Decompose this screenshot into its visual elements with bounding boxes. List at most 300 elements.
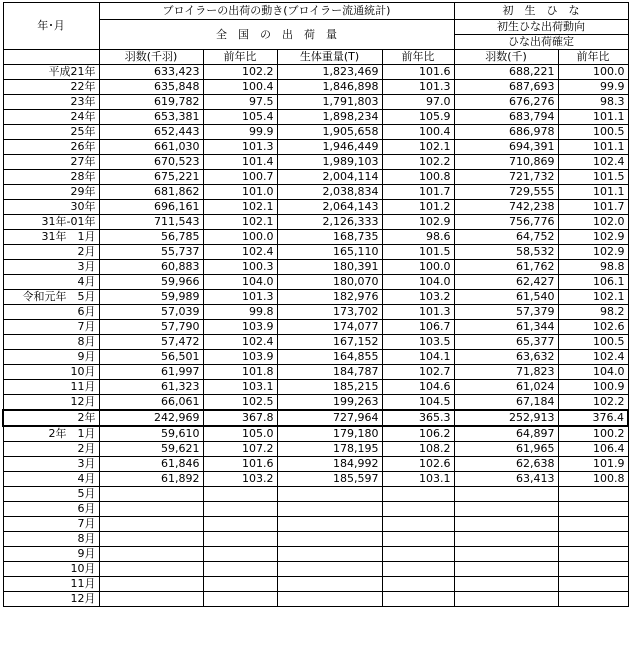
row-label: 4月 [3,472,99,487]
header-chick-sub2: ひな出荷確定 [454,35,628,50]
cell-birds: 59,966 [99,275,203,290]
table-row [3,290,628,305]
cell-birds [99,547,203,562]
header-col-birds: 羽数(千羽) [99,50,203,65]
cell-yoy3: 98.2 [558,305,628,320]
cell-weight [277,517,382,532]
cell-yoy2: 105.9 [382,110,454,125]
cell-yoy1: 101.6 [203,457,277,472]
cell-chicks: 756,776 [454,215,558,230]
row-label: 2月 [3,442,99,457]
cell-chicks: 742,238 [454,200,558,215]
cell-weight [277,502,382,517]
row-label: 9月 [3,350,99,365]
cell-yoy2: 104.6 [382,380,454,395]
cell-weight: 2,038,834 [277,185,382,200]
row-label: 2年 1月 [3,426,99,442]
cell-yoy1: 102.1 [203,200,277,215]
cell-chicks: 61,965 [454,442,558,457]
cell-birds [99,487,203,502]
cell-yoy3: 100.0 [558,65,628,80]
cell-yoy1: 101.3 [203,290,277,305]
cell-yoy2 [382,592,454,607]
cell-birds: 60,883 [99,260,203,275]
cell-birds: 635,848 [99,80,203,95]
cell-yoy1: 101.3 [203,140,277,155]
table-row [3,80,628,95]
cell-yoy1: 100.7 [203,170,277,185]
cell-yoy3 [558,502,628,517]
row-label: 31年 1月 [3,230,99,245]
cell-weight: 1,905,658 [277,125,382,140]
cell-weight: 199,263 [277,395,382,411]
cell-yoy2 [382,562,454,577]
cell-weight: 1,946,449 [277,140,382,155]
cell-chicks: 58,532 [454,245,558,260]
cell-weight: 184,992 [277,457,382,472]
cell-yoy2: 102.9 [382,215,454,230]
header-broiler-title: ブロイラーの出荷の動き(ブロイラー流通統計) [99,3,454,20]
cell-yoy3: 100.8 [558,472,628,487]
cell-yoy2: 102.6 [382,457,454,472]
cell-yoy1: 102.4 [203,335,277,350]
cell-weight: 185,215 [277,380,382,395]
cell-yoy2: 103.2 [382,290,454,305]
cell-weight: 173,702 [277,305,382,320]
cell-yoy1 [203,577,277,592]
cell-birds: 57,039 [99,305,203,320]
cell-chicks [454,562,558,577]
cell-birds: 56,785 [99,230,203,245]
cell-birds: 653,381 [99,110,203,125]
table-row [3,410,628,426]
cell-birds: 670,523 [99,155,203,170]
cell-yoy2: 365.3 [382,410,454,426]
cell-yoy1 [203,532,277,547]
cell-yoy2: 102.2 [382,155,454,170]
header-col-chicks: 羽数(千) [454,50,558,65]
cell-weight: 167,152 [277,335,382,350]
cell-yoy1: 103.1 [203,380,277,395]
cell-chicks: 63,632 [454,350,558,365]
row-label: 2月 [3,245,99,260]
cell-birds [99,577,203,592]
header-col-yoy1: 前年比 [203,50,277,65]
cell-chicks: 71,823 [454,365,558,380]
cell-weight: 2,004,114 [277,170,382,185]
table-row [3,395,628,411]
cell-yoy2: 97.0 [382,95,454,110]
cell-weight: 168,735 [277,230,382,245]
cell-birds: 56,501 [99,350,203,365]
cell-yoy2: 103.5 [382,335,454,350]
row-label: 23年 [3,95,99,110]
cell-birds: 59,989 [99,290,203,305]
cell-yoy3 [558,532,628,547]
cell-yoy2 [382,577,454,592]
cell-yoy3: 101.5 [558,170,628,185]
cell-birds: 61,997 [99,365,203,380]
row-label: 10月 [3,365,99,380]
cell-yoy3: 102.4 [558,155,628,170]
cell-yoy3: 106.1 [558,275,628,290]
cell-chicks [454,502,558,517]
table-row [3,457,628,472]
cell-weight: 165,110 [277,245,382,260]
cell-yoy2: 104.1 [382,350,454,365]
cell-yoy3 [558,547,628,562]
table-row [3,442,628,457]
cell-yoy2: 101.7 [382,185,454,200]
cell-yoy1: 101.8 [203,365,277,380]
cell-yoy3: 98.3 [558,95,628,110]
cell-yoy1: 105.4 [203,110,277,125]
table-row [3,547,628,562]
cell-birds: 242,969 [99,410,203,426]
cell-chicks [454,532,558,547]
row-label: 3月 [3,260,99,275]
cell-yoy3: 100.5 [558,125,628,140]
cell-yoy2: 101.2 [382,200,454,215]
table-row [3,125,628,140]
cell-chicks: 61,024 [454,380,558,395]
cell-weight: 180,070 [277,275,382,290]
cell-birds: 57,472 [99,335,203,350]
cell-chicks: 57,379 [454,305,558,320]
table-row [3,350,628,365]
table-row [3,305,628,320]
cell-yoy1: 100.0 [203,230,277,245]
cell-birds [99,592,203,607]
cell-weight [277,532,382,547]
table-row [3,95,628,110]
row-label: 3月 [3,457,99,472]
cell-yoy1: 102.2 [203,65,277,80]
row-label: 31年-01年 [3,215,99,230]
row-label: 29年 [3,185,99,200]
cell-yoy3: 102.9 [558,245,628,260]
table-row [3,380,628,395]
cell-weight [277,487,382,502]
table-body [3,65,628,607]
row-label: 10月 [3,562,99,577]
table-row [3,260,628,275]
cell-birds: 633,423 [99,65,203,80]
cell-weight: 184,787 [277,365,382,380]
cell-yoy1 [203,517,277,532]
cell-yoy1: 102.1 [203,215,277,230]
cell-yoy1 [203,592,277,607]
header-blank [3,50,99,65]
cell-yoy2: 106.7 [382,320,454,335]
cell-chicks: 683,794 [454,110,558,125]
cell-weight: 1,791,803 [277,95,382,110]
row-label: 25年 [3,125,99,140]
cell-birds: 619,782 [99,95,203,110]
cell-chicks: 62,427 [454,275,558,290]
cell-yoy1: 100.4 [203,80,277,95]
header-col-weight: 生体重量(T) [277,50,382,65]
cell-yoy3: 100.5 [558,335,628,350]
cell-yoy2: 102.7 [382,365,454,380]
cell-yoy1: 367.8 [203,410,277,426]
cell-yoy1: 101.0 [203,185,277,200]
cell-chicks: 729,555 [454,185,558,200]
cell-yoy2: 101.6 [382,65,454,80]
row-label: 9月 [3,547,99,562]
cell-birds: 696,161 [99,200,203,215]
cell-chicks: 686,978 [454,125,558,140]
header-col-yoy3: 前年比 [558,50,628,65]
cell-chicks [454,547,558,562]
row-label: 令和元年 5月 [3,290,99,305]
cell-yoy3: 101.1 [558,185,628,200]
cell-yoy2: 106.2 [382,426,454,442]
cell-weight [277,577,382,592]
cell-yoy1: 103.9 [203,320,277,335]
cell-yoy3 [558,487,628,502]
cell-chicks: 252,913 [454,410,558,426]
header-chick-title: 初 生 ひ な [454,3,628,20]
cell-yoy3: 104.0 [558,365,628,380]
cell-yoy2 [382,487,454,502]
row-label: 24年 [3,110,99,125]
cell-birds: 661,030 [99,140,203,155]
cell-yoy3: 101.9 [558,457,628,472]
cell-birds: 711,543 [99,215,203,230]
cell-yoy1: 103.9 [203,350,277,365]
cell-weight: 1,846,898 [277,80,382,95]
cell-chicks: 710,869 [454,155,558,170]
cell-yoy2: 101.3 [382,80,454,95]
cell-yoy3: 102.2 [558,395,628,411]
cell-yoy3 [558,577,628,592]
cell-yoy3: 106.4 [558,442,628,457]
row-label: 11月 [3,577,99,592]
row-label: 11月 [3,380,99,395]
cell-yoy2: 101.5 [382,245,454,260]
cell-yoy2: 102.1 [382,140,454,155]
cell-chicks: 687,693 [454,80,558,95]
cell-chicks: 65,377 [454,335,558,350]
cell-yoy3: 102.0 [558,215,628,230]
cell-chicks: 61,762 [454,260,558,275]
cell-yoy2 [382,502,454,517]
header-year-month: 年･月 [3,3,99,50]
cell-yoy1: 99.8 [203,305,277,320]
cell-yoy1: 102.5 [203,395,277,411]
cell-yoy2: 101.3 [382,305,454,320]
header-national-title: 全 国 の 出 荷 量 [99,20,454,50]
cell-yoy2: 100.0 [382,260,454,275]
table-row [3,200,628,215]
table-row [3,532,628,547]
cell-yoy2: 104.0 [382,275,454,290]
cell-birds: 66,061 [99,395,203,411]
cell-yoy3: 100.9 [558,380,628,395]
table-row [3,592,628,607]
table-row [3,140,628,155]
broiler-table-container [2,2,629,607]
cell-weight: 178,195 [277,442,382,457]
table-row [3,577,628,592]
row-label: 8月 [3,532,99,547]
cell-yoy3 [558,517,628,532]
cell-yoy2: 100.4 [382,125,454,140]
row-label: 12月 [3,592,99,607]
cell-yoy1 [203,502,277,517]
table-row [3,502,628,517]
cell-birds: 652,443 [99,125,203,140]
cell-birds [99,502,203,517]
table-row [3,472,628,487]
cell-weight: 1,989,103 [277,155,382,170]
table-row [3,245,628,260]
row-label: 8月 [3,335,99,350]
cell-yoy3: 101.1 [558,140,628,155]
cell-birds [99,532,203,547]
table-row [3,230,628,245]
cell-birds [99,562,203,577]
table-row [3,185,628,200]
cell-yoy1: 101.4 [203,155,277,170]
cell-yoy1 [203,562,277,577]
header-col-yoy2: 前年比 [382,50,454,65]
cell-weight: 180,391 [277,260,382,275]
cell-yoy1: 105.0 [203,426,277,442]
cell-yoy2: 103.1 [382,472,454,487]
cell-weight: 182,976 [277,290,382,305]
row-label: 27年 [3,155,99,170]
cell-chicks [454,517,558,532]
cell-birds: 61,323 [99,380,203,395]
cell-birds: 59,610 [99,426,203,442]
table-row [3,155,628,170]
row-label: 28年 [3,170,99,185]
cell-weight: 727,964 [277,410,382,426]
cell-chicks [454,487,558,502]
cell-chicks: 64,752 [454,230,558,245]
cell-yoy2: 100.8 [382,170,454,185]
cell-yoy1: 107.2 [203,442,277,457]
cell-yoy3: 99.9 [558,80,628,95]
cell-yoy1: 97.5 [203,95,277,110]
row-label: 26年 [3,140,99,155]
cell-chicks [454,577,558,592]
cell-yoy2: 108.2 [382,442,454,457]
cell-yoy3: 102.1 [558,290,628,305]
table-row [3,562,628,577]
cell-weight: 2,126,333 [277,215,382,230]
cell-chicks: 61,540 [454,290,558,305]
cell-yoy3: 102.9 [558,230,628,245]
row-label: 22年 [3,80,99,95]
cell-yoy1 [203,547,277,562]
cell-chicks: 676,276 [454,95,558,110]
cell-chicks: 694,391 [454,140,558,155]
row-label: 4月 [3,275,99,290]
row-label: 7月 [3,320,99,335]
cell-weight: 174,077 [277,320,382,335]
cell-birds: 61,892 [99,472,203,487]
cell-weight: 164,855 [277,350,382,365]
cell-yoy3: 102.6 [558,320,628,335]
cell-yoy2 [382,532,454,547]
cell-birds: 55,737 [99,245,203,260]
cell-weight [277,562,382,577]
row-label: 12月 [3,395,99,411]
cell-birds: 61,846 [99,457,203,472]
cell-chicks: 67,184 [454,395,558,411]
cell-yoy3: 101.1 [558,110,628,125]
cell-chicks: 688,221 [454,65,558,80]
table-row [3,517,628,532]
cell-yoy1: 104.0 [203,275,277,290]
cell-yoy1 [203,487,277,502]
table-row [3,335,628,350]
cell-birds: 57,790 [99,320,203,335]
cell-yoy1: 99.9 [203,125,277,140]
cell-chicks: 62,638 [454,457,558,472]
cell-yoy1: 103.2 [203,472,277,487]
cell-yoy1: 100.3 [203,260,277,275]
table-row [3,320,628,335]
row-label: 平成21年 [3,65,99,80]
cell-weight: 2,064,143 [277,200,382,215]
cell-yoy3: 100.2 [558,426,628,442]
cell-weight: 1,823,469 [277,65,382,80]
cell-chicks [454,592,558,607]
row-label: 30年 [3,200,99,215]
row-label: 7月 [3,517,99,532]
cell-yoy3: 101.7 [558,200,628,215]
cell-weight [277,592,382,607]
cell-weight [277,547,382,562]
cell-yoy2: 98.6 [382,230,454,245]
cell-yoy3 [558,562,628,577]
table-row [3,426,628,442]
table-row [3,215,628,230]
table-row [3,170,628,185]
cell-chicks: 64,897 [454,426,558,442]
cell-birds [99,517,203,532]
broiler-shipment-table [2,2,629,607]
table-row [3,365,628,380]
cell-chicks: 61,344 [454,320,558,335]
cell-yoy3 [558,592,628,607]
cell-yoy3: 98.8 [558,260,628,275]
cell-yoy3: 376.4 [558,410,628,426]
cell-yoy3: 102.4 [558,350,628,365]
table-row [3,487,628,502]
row-label: 5月 [3,487,99,502]
table-row [3,275,628,290]
header-chick-sub1: 初生ひな出荷動向 [454,20,628,35]
cell-weight: 1,898,234 [277,110,382,125]
cell-yoy2 [382,517,454,532]
cell-chicks: 63,413 [454,472,558,487]
table-row [3,65,628,80]
cell-yoy1: 102.4 [203,245,277,260]
cell-weight: 179,180 [277,426,382,442]
row-label: 2年 [3,410,99,426]
cell-yoy2 [382,547,454,562]
table-row [3,110,628,125]
row-label: 6月 [3,502,99,517]
cell-birds: 59,621 [99,442,203,457]
cell-birds: 675,221 [99,170,203,185]
cell-birds: 681,862 [99,185,203,200]
